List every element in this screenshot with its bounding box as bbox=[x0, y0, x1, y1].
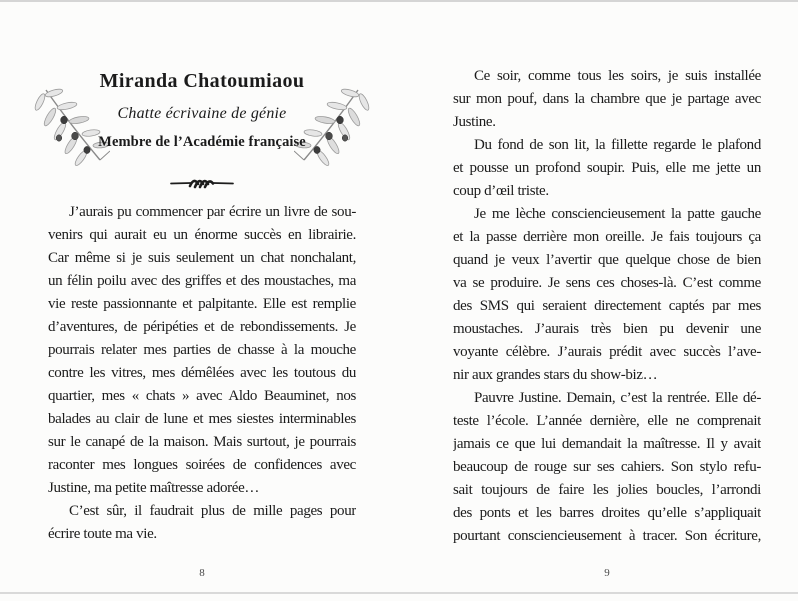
text-line: Ce soir, comme tous les soirs, je suis installée bbox=[474, 68, 761, 84]
rope-coil-divider-icon bbox=[169, 175, 235, 191]
text-line: des ponts et les barres droites qu’elle s’appliquait bbox=[453, 505, 761, 521]
text-line: pourtant consciencieusement à tracer. Son écriture, bbox=[453, 528, 761, 544]
text-line: Du fond de son lit, la fillette regarde le plafond bbox=[474, 137, 761, 153]
text-line: des SMS qui seraient directement captés par mes bbox=[453, 298, 761, 314]
top-rule bbox=[0, 0, 798, 2]
text-line: sur mon pouf, dans la chambre que je partage avec bbox=[453, 91, 761, 107]
text-line: sait toujours de faire les jolies boucles, l’arrondi bbox=[453, 482, 761, 498]
text-line: Justine, ma petite maîtresse adorée… bbox=[48, 480, 260, 496]
text-line: et pousse un profond soupir. Puis, elle me jette un bbox=[453, 160, 761, 176]
text-line: venirs qui aurait eu un énorme succès en librairie. bbox=[48, 227, 356, 243]
text-line: sur le canapé de la maison. Mais surtout, je pourrais bbox=[48, 434, 356, 450]
text-line: quand je veux l’avertir que quelque chose de bien bbox=[453, 252, 761, 268]
text-line: jamais ce que lui demandait la maîtresse. Il y avait bbox=[453, 436, 761, 452]
text-line: Pauvre Justine. Demain, c’est la rentrée. Elle dé- bbox=[474, 390, 761, 406]
left-page-text bbox=[48, 201, 356, 546]
text-line: et la passe derrière mon oreille. Je fais toujours ça bbox=[453, 229, 761, 245]
text-line: teste l’école. L’année dernière, elle ne comprenait bbox=[453, 413, 761, 429]
text-line: Je me lèche consciencieusement la patte gauche bbox=[474, 206, 761, 222]
bottom-rule bbox=[0, 592, 798, 594]
text-line: écrire toute ma vie. bbox=[48, 526, 157, 542]
text-line: Car même si je suis seulement un chat nonchalant, bbox=[48, 250, 356, 266]
text-line: moustaches. J’aurais très bien pu devenir une bbox=[453, 321, 761, 337]
text-line: voyante célèbre. J’aurais prédit avec succès l’ave- bbox=[453, 344, 761, 360]
text-line: contre les vitres, mes démêlées avec les toutous du bbox=[48, 365, 356, 381]
author-name: Miranda Chatoumiaou bbox=[99, 70, 305, 92]
author-affiliation: Membre de l’Académie française bbox=[98, 134, 306, 150]
text-line: Justine. bbox=[453, 114, 496, 130]
text-line: d’aventures, de péripéties et de rebondissements. Je bbox=[48, 319, 356, 335]
author-subtitle: Chatte écrivaine de génie bbox=[117, 105, 287, 122]
text-line: balades au clair de lune et mes siestes interminables bbox=[48, 411, 356, 427]
text-line: coup d’œil triste. bbox=[453, 183, 549, 199]
text-line: J’aurais pu commencer par écrire un livre de sou- bbox=[69, 204, 356, 220]
text-line: pourrais relater mes parties de chasse à la mouche bbox=[48, 342, 356, 358]
chapter-header bbox=[48, 70, 356, 151]
text-line: va se produire. Je sens ces choses-là. C’est comme bbox=[453, 275, 761, 291]
text-line: raconter mes longues soirées de confidences avec bbox=[48, 457, 356, 473]
page-number: 8 bbox=[199, 567, 205, 579]
text-line: beaucoup de rouge sur ses cahiers. Son stylo refu- bbox=[453, 459, 761, 475]
text-line: quartier, mes « chats » avec Aldo Beauminet, nos bbox=[48, 388, 356, 404]
right-page-text bbox=[453, 65, 761, 548]
page-number: 9 bbox=[604, 567, 610, 579]
text-line: nir aux grandes stars du show-biz… bbox=[453, 367, 658, 383]
text-line: un félin poilu avec des griffes et des moustaches, ma bbox=[48, 273, 356, 289]
text-line: vie reste passionnante et palpitante. Elle est remplie bbox=[48, 296, 356, 312]
text-line: C’est sûr, il faudrait plus de mille pages pour bbox=[69, 503, 356, 519]
